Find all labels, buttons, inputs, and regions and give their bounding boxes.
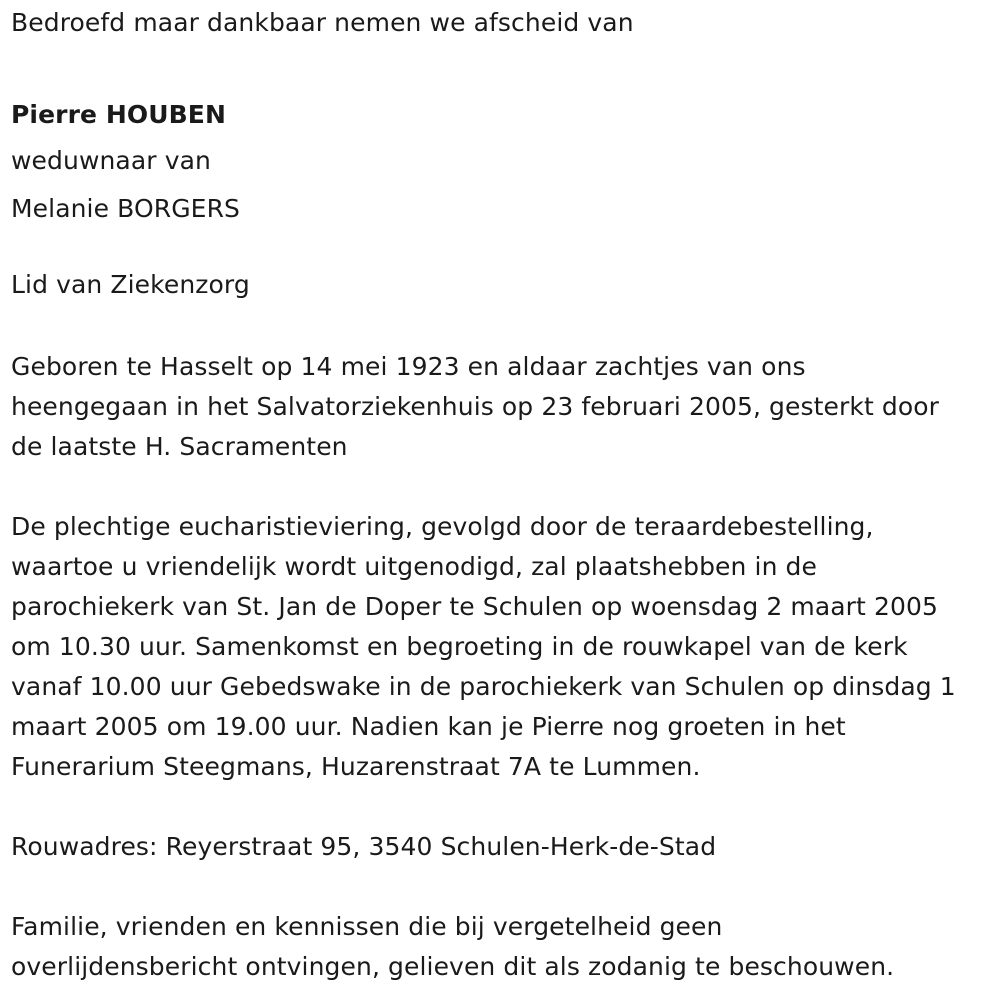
ceremony-line: maart 2005 om 19.00 uur. Nadien kan je Pierre nog groeten in het [11, 712, 846, 741]
membership-text: Lid van Ziekenzorg [11, 270, 250, 299]
ceremony-line: vanaf 10.00 uur Gebedswake in de parochiekerk van Schulen op dinsdag 1 [11, 672, 956, 701]
closing-line: Familie, vrienden en kennissen die bij vergetelheid geen [11, 912, 723, 941]
relation-text: weduwnaar van [11, 146, 211, 175]
ceremony-paragraph [11, 507, 996, 787]
mourning-address: Rouwadres: Reyerstraat 95, 3540 Schulen-Herk-de-Stad [11, 832, 717, 861]
ceremony-line: De plechtige eucharistieviering, gevolgd door de teraardebestelling, [11, 512, 874, 541]
deceased-name: Pierre HOUBEN [11, 100, 226, 129]
birth-death-line: heengegaan in het Salvatorziekenhuis op 23 februari 2005, gesterkt door [11, 392, 940, 421]
closing-line: overlijdensbericht ontvingen, gelieven dit als zodanig te beschouwen. [11, 952, 895, 981]
obituary-notice [11, 0, 996, 987]
closing-paragraph [11, 907, 996, 987]
ceremony-line: om 10.30 uur. Samenkomst en begroeting in de rouwkapel van de kerk [11, 632, 908, 661]
spouse-name: Melanie BORGERS [11, 194, 241, 223]
birth-death-line: Geboren te Hasselt op 14 mei 1923 en aldaar zachtjes van ons [11, 352, 806, 381]
birth-death-line: de laatste H. Sacramenten [11, 432, 348, 461]
ceremony-line: parochiekerk van St. Jan de Doper te Schulen op woensdag 2 maart 2005 [11, 592, 939, 621]
ceremony-line: waartoe u vriendelijk wordt uitgenodigd, zal plaatshebben in de [11, 552, 818, 581]
intro-text: Bedroefd maar dankbaar nemen we afscheid van [11, 8, 634, 37]
birth-death-paragraph [11, 347, 996, 467]
ceremony-line: Funerarium Steegmans, Huzarenstraat 7A te Lummen. [11, 752, 701, 781]
